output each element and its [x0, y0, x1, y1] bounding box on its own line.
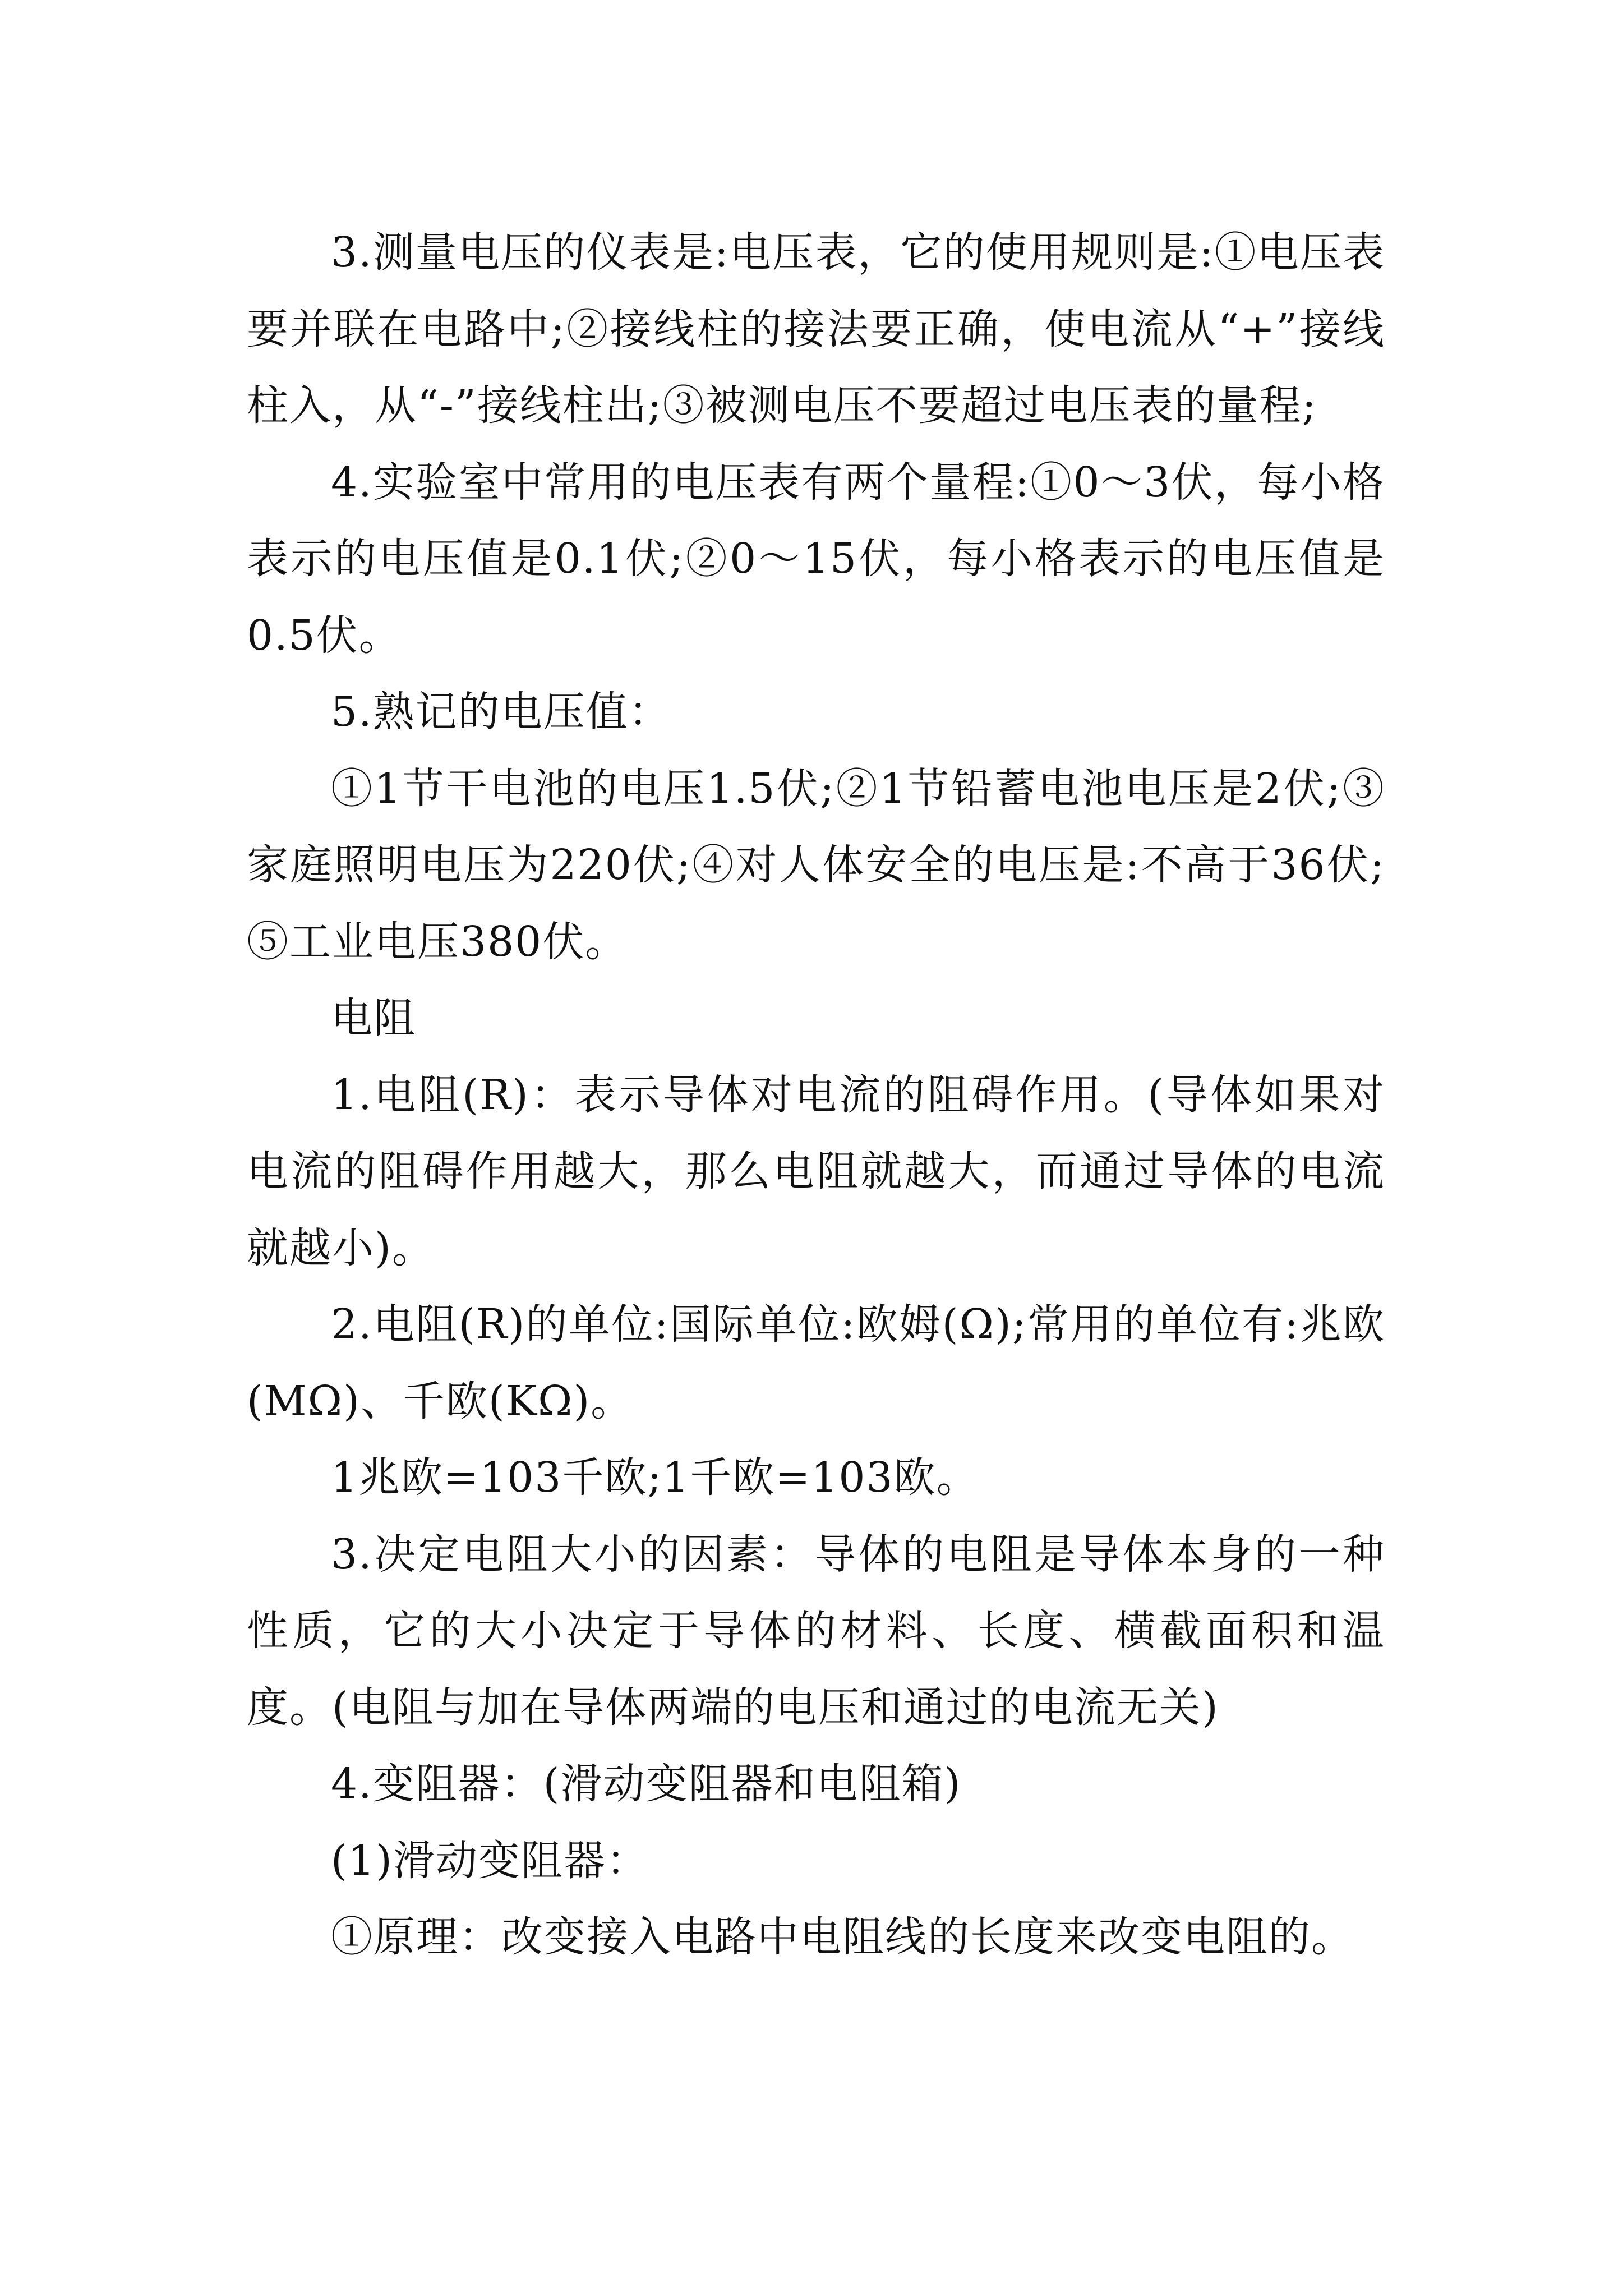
paragraph-rheostat-principle: ①原理：改变接入电路中电阻线的长度来改变电阻的。	[331, 1913, 1354, 1961]
document-body	[247, 214, 1385, 1976]
paragraph-unit-conversion: 1兆欧=103千欧;1千欧=103欧。	[331, 1453, 979, 1502]
paragraph-voltage-values-heading: 5.熟记的电压值：	[331, 688, 671, 736]
paragraph-voltage-values: ①1节干电池的电压1.5伏;②1节铅蓄电池电压是2伏;③家庭照明电压为220伏;④对人体安全的电压是:不高于36伏;⑤工业电压380伏。	[247, 764, 1385, 966]
paragraph-rheostat: 4.变阻器：(滑动变阻器和电阻箱)	[331, 1760, 962, 1808]
paragraph-resistance-factors: 3.决定电阻大小的因素：导体的电阻是导体本身的一种性质，它的大小决定于导体的材料、长度、横截面积和温度。(电阻与加在导体两端的电压和通过的电流无关)	[247, 1530, 1385, 1732]
paragraph-voltmeter-ranges: 4.实验室中常用的电压表有两个量程:①0～3伏，每小格表示的电压值是0.1伏;②0～15伏，每小格表示的电压值是0.5伏。	[247, 458, 1385, 660]
section-title-resistance: 电阻	[331, 994, 416, 1042]
paragraph-voltmeter-rules: 3.测量电压的仪表是:电压表，它的使用规则是:①电压表要并联在电路中;②接线柱的接法要正确，使电流从“+”接线柱入，从“-”接线柱出;③被测电压不要超过电压表的量程;	[247, 228, 1385, 430]
paragraph-sliding-rheostat: (1)滑动变阻器：	[331, 1836, 649, 1885]
paragraph-resistance-definition: 1.电阻(R)：表示导体对电流的阻碍作用。(导体如果对电流的阻碍作用越大，那么电阻就越大，而通过导体的电流就越小)。	[247, 1070, 1385, 1272]
paragraph-resistance-units: 2.电阻(R)的单位:国际单位:欧姆(Ω);常用的单位有:兆欧(MΩ)、千欧(KΩ)。	[247, 1300, 1385, 1425]
